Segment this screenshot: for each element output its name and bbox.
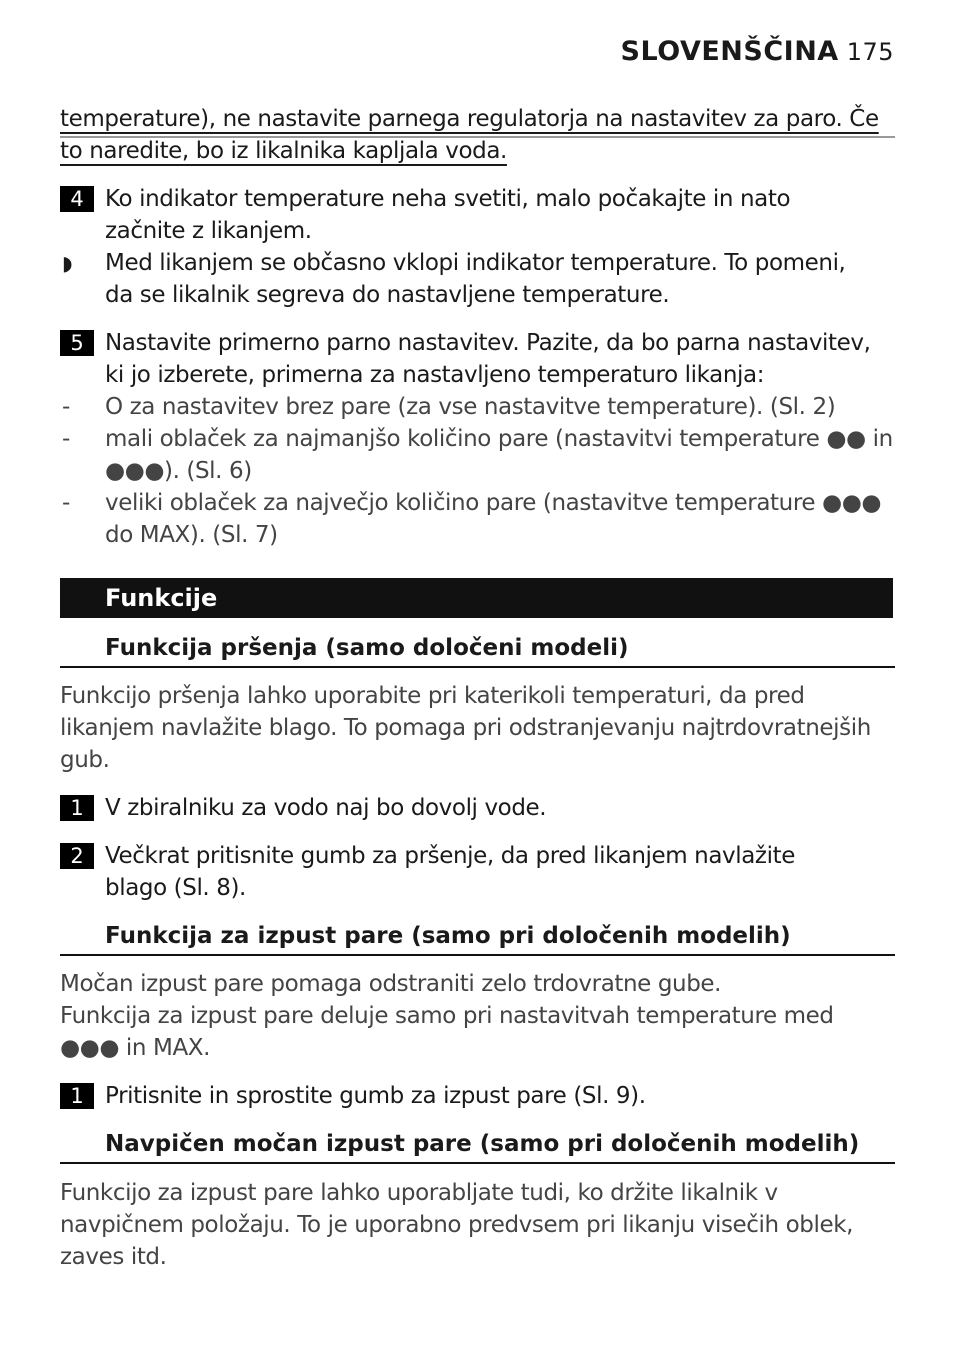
- step-4-text: [105, 183, 895, 247]
- spray-p-line-3: gub.: [60, 747, 110, 773]
- intro-line-1: temperature), ne nastavite parnega regulatorja na nastavitev za paro. Če: [60, 106, 879, 132]
- shot-p-line-1: Močan izpust pare pomaga odstraniti zelo trdovratne gube.: [60, 971, 722, 997]
- spray-paragraph: [60, 680, 895, 776]
- shot-step-1-text: [105, 1080, 895, 1112]
- list-item-1-line-2: ●●●). (Sl. 6): [105, 458, 252, 484]
- list-item: [105, 423, 895, 487]
- page-number: 175: [846, 38, 894, 66]
- spray-p-line-1: Funkcijo pršenja lahko uporabite pri katerikoli temperaturi, da pred: [60, 683, 805, 709]
- vertical-paragraph: [60, 1177, 895, 1273]
- shot-title: Funkcija za izpust pare (samo pri določenih modelih): [105, 923, 791, 949]
- list-dash: -: [62, 490, 70, 516]
- shot-p-line-3: ●●● in MAX.: [60, 1035, 211, 1061]
- shot-step-1-line-1: Pritisnite in sprostite gumb za izpust pare (Sl. 9).: [105, 1083, 646, 1109]
- page-header: [621, 36, 894, 67]
- spray-step-number-2: 2: [60, 843, 94, 869]
- vertical-p-line-3: zaves itd.: [60, 1244, 167, 1270]
- spray-step-2-line-2: blago (Sl. 8).: [105, 875, 246, 901]
- vertical-p-line-2: navpičnem položaju. To je uporabno predvsem pri likanju visečih oblek,: [60, 1212, 854, 1238]
- list-item: [105, 391, 895, 423]
- list-item: [105, 487, 895, 551]
- list-dash: -: [62, 394, 70, 420]
- note-bullet-icon: ◗: [62, 251, 73, 275]
- shot-step-number-1: 1: [60, 1083, 94, 1109]
- step-number-4: 4: [60, 186, 94, 212]
- list-item-0-line-1: O za nastavitev brez pare (za vse nastavitve temperature). (Sl. 2): [105, 394, 836, 420]
- note-text: [105, 247, 895, 311]
- list-item-2-line-1: veliki oblaček za največjo količino pare (nastavitve temperature ●●●: [105, 490, 882, 516]
- spray-step-1-text: [105, 792, 895, 824]
- spray-p-line-2: likanjem navlažite blago. To pomaga pri odstranjevanju najtrdovratnejših: [60, 715, 871, 741]
- subsection-heading-steam-shot: [60, 920, 895, 956]
- step-5-line-2: ki jo izberete, primerna za nastavljeno temperaturo likanja:: [105, 362, 765, 388]
- language-label: SLOVENŠČINA: [620, 36, 839, 67]
- section-heading-bar: [60, 578, 893, 618]
- step-5-line-1: Nastavite primerno parno nastavitev. Pazite, da bo parna nastavitev,: [105, 330, 871, 356]
- step-5-text: [105, 327, 895, 391]
- shot-paragraph: [60, 968, 895, 1064]
- note-line-1: Med likanjem se občasno vklopi indikator temperature. To pomeni,: [105, 250, 846, 276]
- note-line-2: da se likalnik segreva do nastavljene temperature.: [105, 282, 670, 308]
- list-item-1-line-1: mali oblaček za najmanjšo količino pare (nastavitvi temperature ●● in: [105, 426, 893, 452]
- spray-step-2-text: [105, 840, 895, 904]
- vertical-p-line-1: Funkcijo za izpust pare lahko uporabljate tudi, ko držite likalnik v: [60, 1180, 778, 1206]
- step-4-line-2: začnite z likanjem.: [105, 218, 312, 244]
- spray-step-2-line-1: Večkrat pritisnite gumb za pršenje, da pred likanjem navlažite: [105, 843, 795, 869]
- intro-line-2: to naredite, bo iz likalnika kapljala voda.: [60, 138, 507, 164]
- subsection-heading-spray: [60, 632, 895, 668]
- step-4-line-1: Ko indikator temperature neha svetiti, malo počakajte in nato: [105, 186, 791, 212]
- intro-rule: [60, 136, 895, 138]
- list-item-2-line-2: do MAX). (Sl. 7): [105, 522, 278, 548]
- shot-p-line-2: Funkcija za izpust pare deluje samo pri nastavitvah temperature med: [60, 1003, 834, 1029]
- intro-warning: [60, 103, 895, 167]
- section-title: Funkcije: [105, 584, 218, 612]
- spray-step-number-1: 1: [60, 795, 94, 821]
- spray-title: Funkcija pršenja (samo določeni modeli): [105, 635, 629, 661]
- vertical-title: Navpičen močan izpust pare (samo pri določenih modelih): [105, 1131, 860, 1157]
- list-dash: -: [62, 426, 70, 452]
- step-number-5: 5: [60, 330, 94, 356]
- spray-step-1-line-1: V zbiralniku za vodo naj bo dovolj vode.: [105, 795, 547, 821]
- subsection-heading-vertical-shot: [60, 1128, 895, 1164]
